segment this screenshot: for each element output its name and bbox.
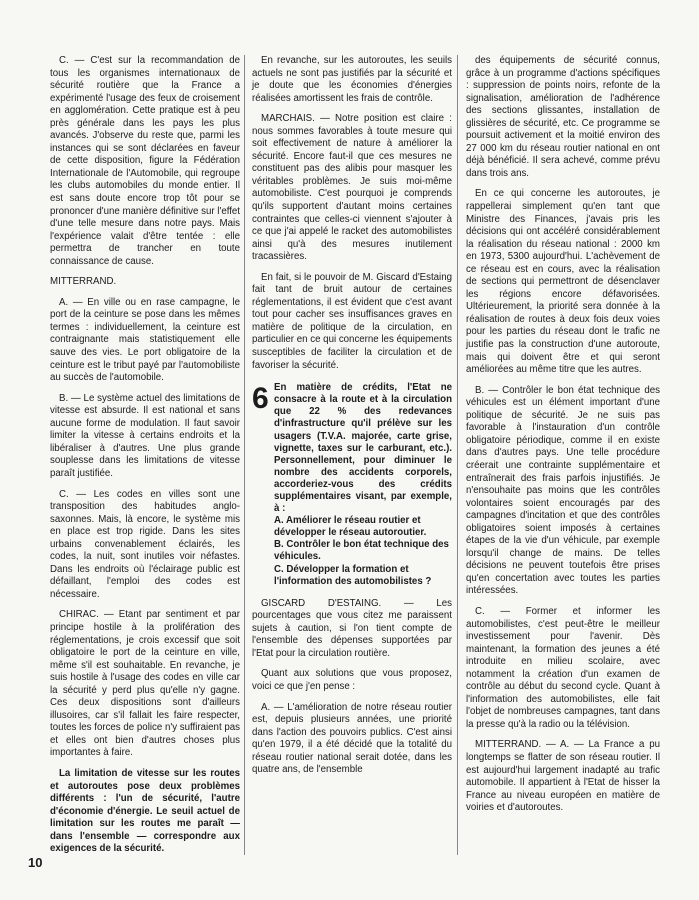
- paragraph: C. — Former et informer les automobilistes, c'est peut-être le meilleur investissement pour l'avenir. Dès maintenant, la formation des jeunes a été introduite en milieu scolaire, avec notamment la création d'un examen de contrôle au début du second cycle. Quant à l'information des automobilistes, elle fait l'objet de nombreuses campagnes, tant dans la presse qu'à la radio ou la télévision.: [466, 605, 660, 730]
- paragraph: GISCARD D'ESTAING. — Les pourcentages que vous citez me paraissent sujets à caution, si l'on tient compte de l'ensemble des dépenses supportées par l'Etat pour la circulation routière.: [252, 597, 452, 659]
- paragraph: B. — Le système actuel des limitations de vitesse est absurde. Il est national et sans aucune forme de modulation. Il faut savoir limiter la vitesse à certains endroits et la libéraliser à d'autres. Une plus grande souplesse dans les limitations de vitesse paraît justifiée.: [50, 392, 240, 479]
- paragraph: C. — Les codes en villes sont une transposition des habitudes anglo-saxonnes. Mais, là encore, le système mis en place est trop rigide. Dans les sites urbains convenablement éclairés, les codes, la nuit, sont inutiles voir néfastes. Dans les endroits où l'éclairage public est défaillant, l'emploi des codes est nécessaire.: [50, 488, 240, 600]
- paragraph: C. — C'est sur la recommandation de tous les organismes internationaux de sécurité routière que la France a expérimenté l'usage des feux de croisement en agglomération. Cette pratique est à peu près générale dans les pays les plus avancés. J'observe du reste que, parmi les instances qui se sont déclarées en faveur de cette disposition, figure la Fédération Internationale de l'Automobile, qui regroupe les clubs automobiles du monde entier. Il est sans doute encore trop tôt pour se prononcer d'une manière définitive sur l'effet d'une telle mesure dans notre pays. Mais l'expérience valait d'être tentée : elle permettra de trancher en toute connaissance de cause.: [50, 55, 240, 267]
- question-option-b: B. Contrôler le bon état technique des véhicules.: [274, 539, 449, 563]
- paragraph: CHIRAC. — Etant par sentiment et par principe hostile à la prolifération des réglementations, je crois excessif que soit obligatoire le port de la ceinture en ville, même s'il est souhaitable. En revanche, je suis hostile à l'usage des codes en ville car la sécurité y perd plus qu'elle n'y gagne. Ces deux dispositions sont d'ailleurs illusoires, car s'il fallait les faire respecter, toutes les forces de police n'y suffiraient pas et elles ont bien d'autres choses plus importantes à faire.: [50, 609, 240, 759]
- question-option-c: C. Développer la formation et l'information des automobilistes ?: [274, 563, 432, 587]
- paragraph: En revanche, sur les autoroutes, les seuils actuels ne sont pas justifiés par la sécurité et je doute que les économies d'énergies réalisées amortissent les frais de contrôle.: [252, 55, 452, 104]
- paragraph: En fait, si le pouvoir de M. Giscard d'Estaing fait tant de bruit autour de certaines réglementations, il est évident que c'est avant tout pour cacher ses insuffisances graves en matière de politique de la circulation, en particulier en ce qui concerne les équipements susceptibles de faciliter la circulation et de favoriser la sécurité.: [252, 271, 452, 371]
- paragraph: MITTERRAND. — A. — La France a pu longtemps se flatter de son réseau routier. Il est aujourd'hui largement inadapté au trafic automobile. Il appartient à l'Etat de hisser la France au niveau européen en matière de voiries et d'autoroutes.: [466, 739, 660, 814]
- question-number: 6: [252, 382, 269, 416]
- paragraph: En ce qui concerne les autoroutes, je rappellerai simplement qu'en tant que Ministre des Finances, j'avais pris les décisions qui ont accéléré considérablement la réalisation du réseau national : 2000 km en 1973, 5300 aujourd'hui. L'achèvement de ce réseau est en cours, avec la réalisation de sections qui permettront de désenclaver les régions encore défavorisées. Ultérieurement, la priorité sera donnée à la réalisation de routes à deux fois deux voies pour les parties du réseau dont le trafic ne justifie pas la construction d'une autoroute, mais qui doivent être et qui seront améliorées au même titre que les autres.: [466, 188, 660, 376]
- question-block: [252, 382, 452, 588]
- paragraph: La limitation de vitesse sur les routes et autoroutes pose deux problèmes différents : l'un de sécurité, l'autre d'économie d'énergie. Le seuil actuel de limitation sur les routes me paraît — dans l'ensemble — correspondre aux exigences de la sécurité.: [50, 767, 240, 855]
- paragraph: A. — L'amélioration de notre réseau routier est, depuis plusieurs années, une priorité dans l'action des pouvoirs publics. C'est ainsi qu'en 1979, il a été décidé que la totalité du réseau routier national serait dotée, dans les quatre ans, de l'ensemble: [252, 701, 452, 776]
- column-divider-1: [244, 55, 245, 855]
- column-divider-2: [457, 55, 458, 855]
- paragraph: des équipements de sécurité connus, grâce à un programme d'actions spécifiques : suppression de points noirs, refonte de la signalisation, amélioration de l'adhérence des sections glissantes, installation de glissières de sécurité, etc. Ce programme se poursuit activement et la moitié environ des 27 000 km du réseau routier national en ont déjà bénéficié. Il sera achevé, comme prévu dans trois ans.: [466, 55, 660, 179]
- column-3: [466, 55, 660, 815]
- question-text: [274, 382, 452, 588]
- page-number: 10: [28, 855, 43, 870]
- paragraph: A. — En ville ou en rase campagne, le port de la ceinture se pose dans les mêmes termes : individuellement, la ceinture est contraignante mais statistiquement elle sauve des vies. Le port obligatoire de la ceinture est le tribut payé par l'automobiliste au succès de l'automobile.: [50, 296, 240, 384]
- paragraph: B. — Contrôler le bon état technique des véhicules est un élément important d'une politique de sécurité. Je ne suis pas favorable à l'instauration d'un contrôle obligatoire périodique, comme il en existe dans d'autres pays. Une telle procédure créerait une contrainte supplémentaire et entraînerait des frais parfois injustifiés. Je n'ensouhaite pas moins que les contrôles volontaires soient encouragés par des campagnes d'incitation et que des contrôles obligatoires soient imposés à certaines étapes de la vie d'un véhicule, par exemple lorsqu'il change de mains. De telles décisions ne peuvent toutefois être prises qu'en concertation avec toutes les parties intéressées.: [466, 384, 660, 597]
- speaker-heading: MITTERRAND.: [50, 276, 117, 288]
- paragraph: Quant aux solutions que vous proposez, voici ce que j'en pense :: [252, 668, 452, 692]
- paragraph: MARCHAIS. — Notre position est claire : nous sommes favorables à toute mesure qui soit effectivement de nature à améliorer la sécurité. Encore faut-il que ces mesures ne constituent pas des alibis pour masquer les véritables problèmes. Je suis moi-même automobiliste. C'est pourquoi je comprends qu'ils supportent d'autant moins certaines contraintes que celles-ci viennent s'ajouter à ce que j'ai appelé le racket des automobilistes ainsi qu'à des mesures inutilement tracassières.: [252, 113, 452, 263]
- question-intro: En matière de crédits, l'Etat ne consacre à la route et à la circulation que 22 % des redevances d'infrastructure qu'il prélève sur les usagers (T.V.A. majorée, carte grise, vignette, taxes sur le carburant, etc.). Personnellement, pour diminuer le nombre des accidents corporels, accorderiez-vous des crédits supplémentaires visant, par exemple, à :: [274, 382, 452, 515]
- column-2: [252, 55, 452, 777]
- column-1: [50, 55, 240, 856]
- question-option-a: A. Améliorer le réseau routier et développer le réseau autoroutier.: [274, 515, 427, 539]
